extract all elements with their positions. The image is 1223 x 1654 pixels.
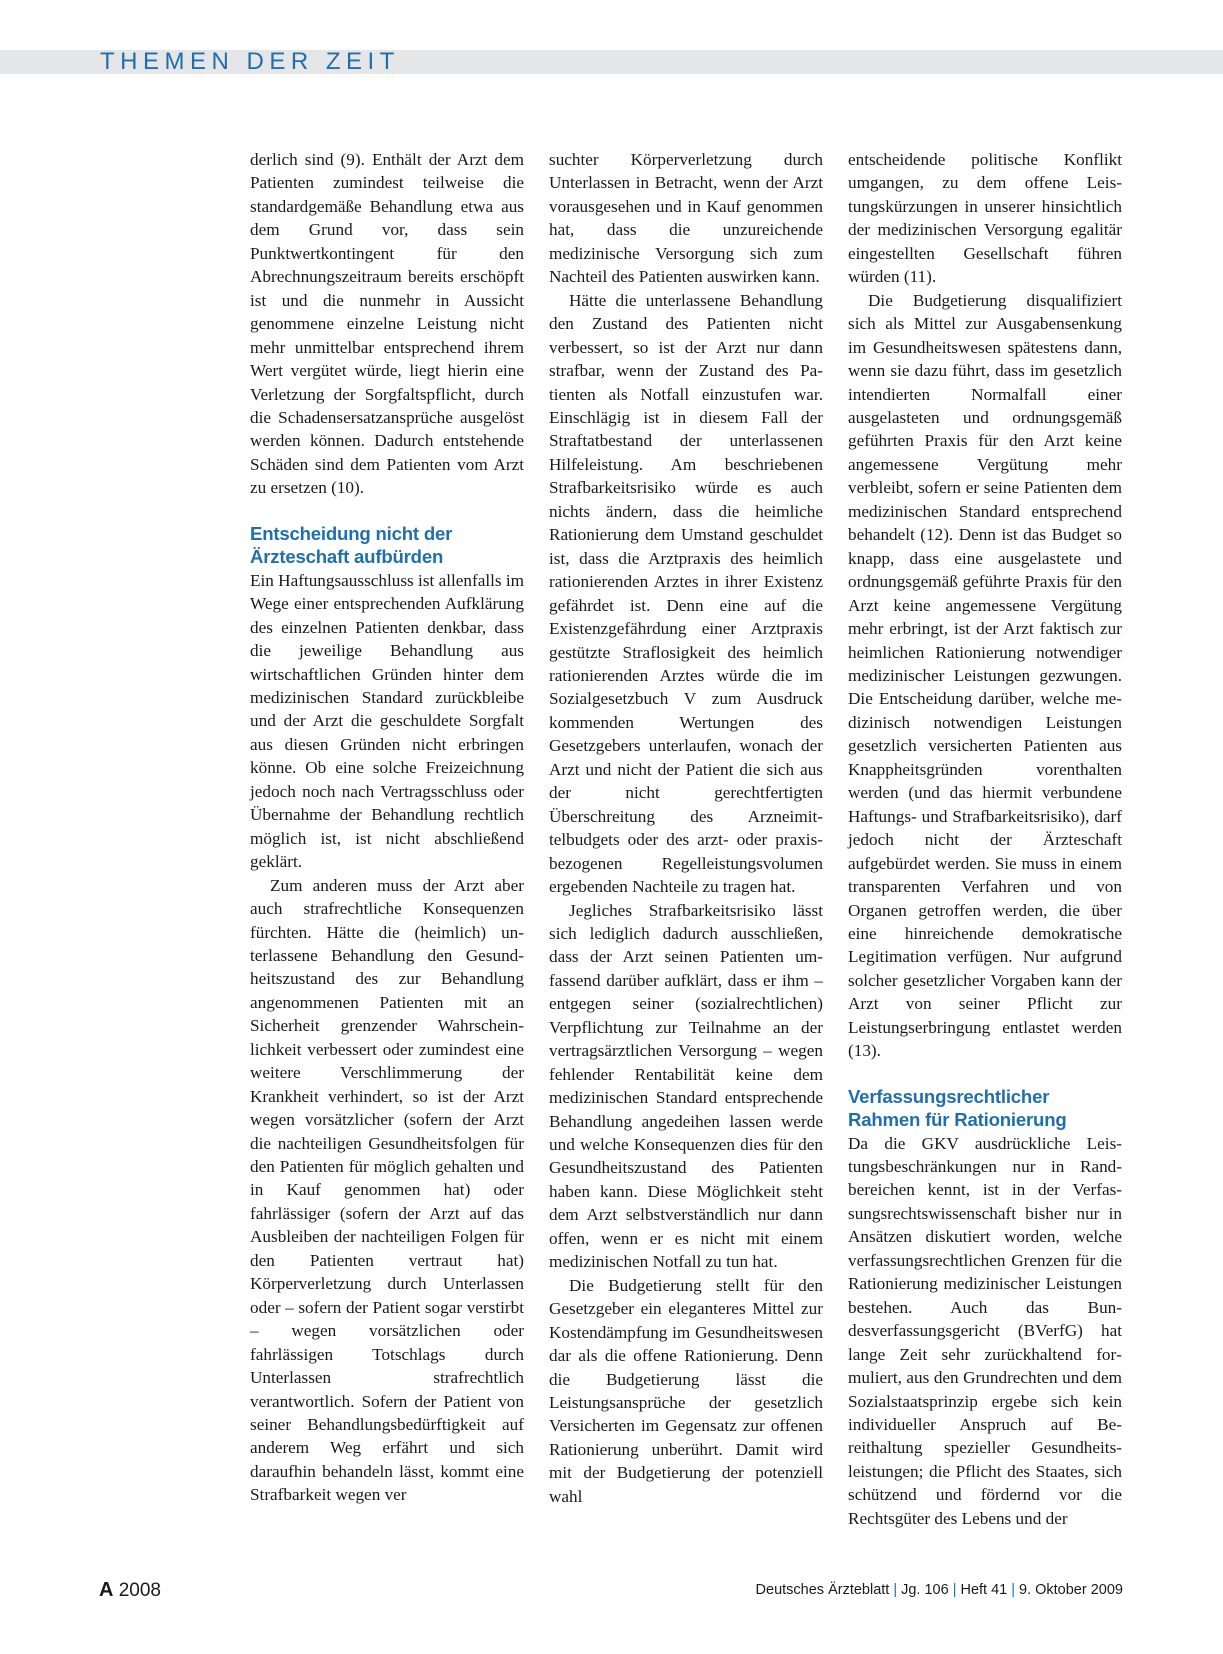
heading-line: Verfassungsrechtlicher — [848, 1085, 1050, 1107]
paragraph: entscheidende politische Konflikt umgangen, zu dem offene Leistungskürzungen in unserer hinsichtlich der medizinischen Versorgung egalitär eingestellten Gesellschaft führen würden (11). — [848, 150, 1122, 287]
separator: | — [893, 1582, 898, 1598]
heading-line: Ärzteschaft aufbürden — [250, 546, 444, 568]
paragraph: Zum anderen muss der Arzt aber auch strafrechtliche Konsequenzen fürchten. Hätte die (heimlich) unterlassene Behandlung den Gesundheitszustand des zur Behandlung angenommenen Patienten mit an Sicherheit grenzender Wahrscheinlichkeit verbessert oder zumindest eine weitere Verschlimmerung der Krankheit verhindert, so ist der Arzt wegen vorsätzlicher (sofern der Arzt die nachteiligen Gesundheitsfolgen für den Patienten für möglich gehalten und in Kauf genommen hat) oder fahrlässiger (sofern der Arzt auf das Ausbleiben der nachteiligen Folgen für den Patienten vertraut hat) Körperverletzung durch Unterlassen oder – sofern der Patient sogar verstirbt – wegen vorsätzlichen oder fahrlässigen Totschlags durch Unterlassen strafrechtlich verantwortlich. Sofern der Patient von seiner Behandlungsbedürftigkeit auf anderem Weg erfährt und sich daraufhin behandeln lässt, kommt eine Strafbarkeit wegen ver — [250, 875, 524, 1505]
paragraph: suchter Körperverletzung durch Unterlassen in Betracht, wenn der Arzt vorausgesehen und in Kauf genommen hat, dass die unzureichende medizinische Versorgung sich zum Nachteil des Patienten auswirken kann. — [549, 150, 823, 287]
heading-line: Entscheidung nicht der — [250, 522, 453, 544]
journal-issue: Heft 41 — [960, 1582, 1008, 1598]
journal-letter: A — [99, 1579, 114, 1601]
section-label: THEMEN DER ZEIT — [100, 48, 400, 75]
separator: | — [1011, 1582, 1015, 1598]
paragraph: Ein Haftungsausschluss ist allenfalls im Wege einer entsprechenden Aufklärung des einzelnen Patienten denkbar, dass die jeweilige Behandlung aus wirtschaftlichen Gründen hinter dem medizinischen Standard zurückbleibe und der Arzt die geschuldete Sorgfalt aus diesen Gründen nicht erbringen könne. Ob eine solche Freizeichnung jedoch noch nach Vertragsschluss oder Übernahme der Behandlung rechtlich möglich ist, ist nicht abschließend geklärt. — [250, 570, 525, 872]
text-column-1 — [250, 148, 524, 1507]
journal-date: 9. Oktober 2009 — [1019, 1582, 1123, 1598]
journal-citation — [756, 1582, 1123, 1598]
page-number-value: 2008 — [118, 1580, 162, 1601]
paragraph: Jegliches Strafbarkeitsrisiko lässt sich lediglich dadurch ausschließen, dass der Arzt seinen Patienten umfassend darüber aufklärt, dass er ihm – entgegen seiner (sozialrechtlichen) Verpflichtung zur Teilnahme an der vertragsärztlichen Versorgung – wegen fehlender Rentabilität keine dem medizinischen Standard entsprechende Behandlung angedeihen lassen werde und welche Konsequenzen dies für den Gesundheitszustand des Patienten haben kann. Diese Möglichkeit steht dem Arzt selbstverständlich nur dann offen, wenn er es nicht mit einem medizinischen Notfall zu tun hat. — [549, 900, 823, 1272]
paragraph: Die Budgetierung stellt für den Gesetzgeber ein eleganteres Mittel zur Kostendämpfung im Gesundheitswesen dar als die offene Rationierung. Denn die Budgetierung lässt die Leistungsansprüche der gesetzlich Versicherten im Gegensatz zur offenen Rationierung unberührt. Damit wird mit der Budgetierung der potenziell wahl — [549, 1275, 823, 1506]
text-column-2 — [549, 148, 823, 1508]
paragraph: Die Budgetierung disqualifiziert sich als Mittel zur Ausgabensenkung im Gesundheitswesen spätestens dann, wenn sie dazu führt, dass im gesetzlich intendierten Normalfall einer ausgelasteten und ordnungsgemäß geführten Praxis für den Arzt keine angemessene Vergütung mehr verbleibt, sofern er seine Patienten dem medizinischen Standard entsprechend behandelt (12). Denn ist das Budget so knapp, dass eine ausgelastete und ordnungsgemäß geführte Praxis für den Arzt keine angemessene Vergütung mehr erbringt, ist der Arzt faktisch zur heimlichen Rationierung notwendiger medizinischer Leistungen gezwungen. Die Entscheidung darüber, welche medizinisch notwendigen Leistungen gesetzlich versicherten Patienten aus Knappheitsgründen vorenthalten werden (und das hiermit verbundene Haftungs- und Strafbarkeitsrisiko), darf jedoch nicht der Ärzteschaft aufgebürdet werden. Sie muss in einem transparenten Verfahren und von Organen getroffen werden, die über eine hinreichende demokratische Legitimation verfügen. Nur aufgrund solcher gesetzlicher Vorgaben kann der Arzt von seiner Pflicht zur Leistungserbringung entlastet werden (13). — [848, 290, 1122, 1061]
section-heading — [250, 522, 524, 569]
heading-line: Rahmen für Rationierung — [848, 1109, 1067, 1131]
paragraph: Da die GKV ausdrückliche Leistungsbeschränkungen nur in Randbereichen kennt, ist in der Verfassungsrechtswissenschaft bisher nur in Ansätzen diskutiert worden, welche verfassungsrechtlichen Grenzen für die Rationierung medizinischer Leistungen bestehen. Auch das Bundesverfassungsgericht (BVerfG) hat lange Zeit sehr zurückhaltend formuliert, aus den Grundrechten und dem Sozialstaatsprinzip ergebe sich kein individueller Anspruch auf Bereithaltung spezieller Gesundheitsleistungen; die Pflicht des Staates, sich schützend und fördernd vor die Rechtsgüter des Lebens und der — [848, 1133, 1122, 1528]
section-heading — [848, 1085, 1122, 1132]
paragraph: Hätte die unterlassene Behandlung den Zustand des Patienten nicht verbessert, so ist der Arzt nur dann strafbar, wenn der Zustand des Patienten als Notfall einzustufen war. Einschlägig ist in diesem Fall der Straftatbestand der unterlassenen Hilfeleistung. Am beschriebenen Strafbarkeitsrisiko würde es auch nichts ändern, dass die heimliche Rationierung dem Umstand geschuldet ist, dass die Arztpraxis des heimlich rationierenden Arztes in ihrer Existenz gefährdet ist. Denn eine auf die Existenzgefährdung einer Arztpraxis gestützte Straflosigkeit des heimlich rationierenden Arztes würde die im Sozialgesetzbuch V zum Ausdruck kommenden Wertungen des Gesetzgebers unterlaufen, wonach der Arzt und nicht der Patient die sich aus der nicht gerechtfertigten Überschreitung des Arzneimittelbudgets oder des arzt- oder praxisbezogenen Regelleistungsvolumen ergebenden Nachteile zu tragen hat. — [549, 290, 823, 897]
separator: | — [952, 1582, 957, 1598]
page-number — [99, 1579, 161, 1602]
paragraph: derlich sind (9). Enthält der Arzt dem Patienten zumindest teilweise die standardgemäße Behandlung etwa aus dem Grund vor, dass sein Punktwertkontingent für den Abrechnungszeitraum bereits erschöpft ist und die nunmehr in Aussicht genommene einzelne Leistung nicht mehr unmittelbar entsprechend ihrem Wert vergütet würde, liegt hierin eine Verletzung der Sorgfaltspflicht, durch die Schadensersatzansprüche ausgelöst werden können. Dadurch entstehende Schäden sind dem Patienten vom Arzt zu ersetzen (10). — [250, 150, 524, 498]
journal-name: Deutsches Ärzteblatt — [755, 1582, 890, 1598]
journal-volume: Jg. 106 — [901, 1582, 949, 1598]
text-column-3 — [848, 148, 1122, 1530]
